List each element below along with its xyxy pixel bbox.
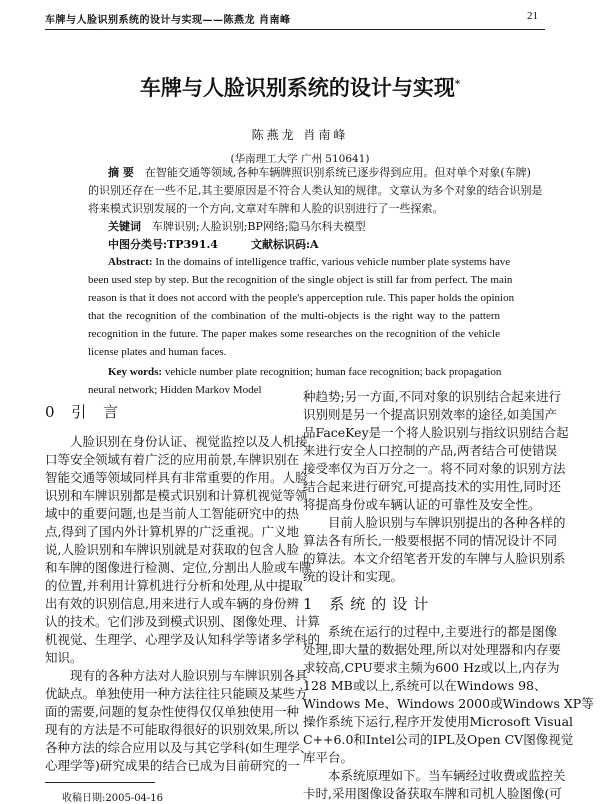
paragraph-line: 128 MB或以上,系统可以在Windows 98、 <box>303 678 547 693</box>
paragraph-line: 各种方法的综合应用以及与其它学科(如生理学、 <box>45 740 313 755</box>
paragraph-line: 识别则是另一个提高识别效率的途径,如美国产 <box>303 407 557 422</box>
page-number: 21 <box>527 10 538 22</box>
paragraph-line: Windows Me、Windows 2000或Windows XP等 <box>303 696 594 711</box>
keywords-cn-label: 关键词 <box>108 220 141 233</box>
header-rule <box>45 29 545 30</box>
paragraph-line: 本系统原理如下。当车辆经过收费或监控关 <box>328 768 566 783</box>
classification <box>108 236 500 252</box>
paragraph-line: 口等安全领域有着广泛的应用前景,车牌识别在 <box>45 452 299 467</box>
paragraph-line: 点,得到了国内外计算机界的广泛重视。广义地 <box>45 524 299 539</box>
keywords-cn <box>108 218 500 234</box>
paragraph-line: 识别和车牌识别都是模式识别和计算机视觉等领 <box>45 488 308 503</box>
keywords-en-label: Key words: <box>108 366 163 378</box>
paragraph-line: 系统在运行的过程中,主要进行的都是图像 <box>328 624 557 639</box>
abstract-cn-line: 将来模式识别发展的一个方向,文章对车牌和人脸的识别进行了一些探索。 <box>88 202 444 215</box>
paragraph-line: 智能交通等领域同样具有非常重要的作用。人脸 <box>45 470 308 485</box>
keywords-en-text: vehicle number plate recognition; human face recognition; back propagation <box>164 366 502 378</box>
paragraph-line: 知识。 <box>45 650 83 665</box>
paragraph-line: 说,人脸识别和车牌识别就是对获取的包含人脸 <box>45 542 299 557</box>
paragraph-line: 种趋势;另一方面,不同对象的识别结合起来进行 <box>303 389 562 404</box>
paragraph-line: 域中的重要问题,也是当前人工智能研究中的热 <box>45 506 299 521</box>
paragraph-line: 接受率仅为百万分之一。将不同对象的识别方法 <box>303 461 566 476</box>
title-footnote-mark: * <box>454 79 461 90</box>
running-header: 车牌与人脸识别系统的设计与实现——陈燕龙 肖南峰 <box>45 15 291 26</box>
paragraph-line: 面的需要,问题的复杂性使得仅仅单独使用一种 <box>45 704 299 719</box>
paragraph-line: 现有的各种方法对人脸识别与车牌识别各具 <box>70 668 308 683</box>
keywords-en-line <box>108 366 500 378</box>
paragraph-line: 优缺点。单独使用一种方法往往只能顾及某些方 <box>45 686 308 701</box>
paragraph-line: 人脸识别在身份认证、视觉监控以及人机接 <box>70 434 308 449</box>
paragraph-line: 机视觉、生理学、心理学及认知科学等诸多学科的 <box>45 632 321 647</box>
abstract-en-label: Abstract: <box>108 256 153 268</box>
paragraph-line: 心理学等)研究成果的结合已成为目前研究的一 <box>45 758 300 773</box>
abstract-cn-line <box>108 164 531 180</box>
paragraph-line: 处理,即大量的数据处理,所以对处理器和内存要 <box>303 642 561 657</box>
paragraph-line: 的算法。本文介绍笔者开发的车牌与人脸识别系 <box>303 551 566 566</box>
abstract-en-line: been used step by step. But the recognition of the single object is still far from perfect. The main <box>88 274 513 286</box>
affiliation: (华南理工大学 广州 510641) <box>230 153 370 165</box>
abstract-cn-line: 的识别还存在一些不足,其主要原因是不符合人类认知的规律。文章认为多个对象的结合识别是 <box>88 184 543 197</box>
paragraph-line: 求较高,CPU要求主频为600 Hz或以上,内存为 <box>303 660 560 675</box>
paragraph-line: C++6.0和Intel公司的IPL及Open CV图像视觉 <box>303 732 574 747</box>
paragraph-line: 将提高身份或车辆认证的可靠性及安全性。 <box>303 497 541 512</box>
section-heading-system-design: 1 系统的设计 <box>303 595 435 613</box>
paragraph-line: 现有的方法是不可能取得很好的识别效果,所以 <box>45 722 299 737</box>
keywords-cn-value: 车牌识别;人脸识别;BP网络;隐马尔科夫模型 <box>152 220 366 233</box>
document-code: 文献标识码:A <box>250 238 319 251</box>
abstract-en-line: that the recognition of the combination of the multi-objects is the right way to the pattern <box>88 310 500 322</box>
paragraph-line: 操作系统下运行,程序开发使用Microsoft Visual <box>303 714 574 729</box>
paragraph-line: 统的设计和实现。 <box>303 569 404 584</box>
received-date: 收稿日期:2005-04-16 <box>62 793 164 804</box>
paragraph-line: 结合起来进行研究,可提高技术的实用性,同时还 <box>303 479 561 494</box>
paper-title <box>0 72 600 102</box>
paragraph-line: 的位置,并利用计算机进行分析和处理,从中提取 <box>45 578 303 593</box>
abstract-en-text: In the domains of intelligence traffic, various vehicle number plate systems have <box>155 256 511 268</box>
abstract-en-line: recognition in the future. The paper makes some researches on the recognition of the vehicle <box>88 328 500 340</box>
paragraph-line: 目前人脸识别与车牌识别提出的各种各样的 <box>328 515 566 530</box>
abstract-cn-label: 摘 要 <box>108 166 134 179</box>
paragraph-line: 品FaceKey是一个将人脸识别与指纹识别结合起 <box>303 425 569 440</box>
section-heading-introduction: 0 引 言 <box>45 403 125 421</box>
authors: 陈燕龙 肖南峰 <box>251 128 349 142</box>
paragraph-line: 出有效的识别信息,用来进行人或车辆的身份辨 <box>45 596 299 611</box>
paragraph-line: 算法各有所长,一般要根据不同的情况设计不同 <box>303 533 557 548</box>
paragraph-line: 和车牌的图像进行检测、定位,分割出人脸或车牌 <box>45 560 312 575</box>
paragraph-line: 卡时,采用图像设备获取车牌和司机人脸图像(可 <box>303 786 562 801</box>
keywords-en-line: neural network; Hidden Markov Model <box>88 384 262 396</box>
abstract-en-line: license plates and human faces. <box>88 346 227 358</box>
abstract-en-line: reason is that it does not accord with the people's apperception rule. This paper holds the opinion <box>88 292 515 304</box>
title-text: 车牌与人脸识别系统的设计与实现 <box>139 75 455 100</box>
paragraph-line: 认的技术。它们涉及到模式识别、图像处理、计算 <box>45 614 321 629</box>
abstract-cn-text: 在智能交通等领域,各种车辆牌照识别系统已逐步得到应用。但对单个对象(车牌) <box>144 166 531 179</box>
paragraph-line: 库平台。 <box>303 750 354 765</box>
clc-number: 中图分类号:TP391.4 <box>108 238 218 251</box>
paragraph-line: 来进行安全人口控制的产品,两者结合可使错误 <box>303 443 557 458</box>
abstract-en-line <box>108 256 511 268</box>
footnote-rule <box>45 782 155 783</box>
